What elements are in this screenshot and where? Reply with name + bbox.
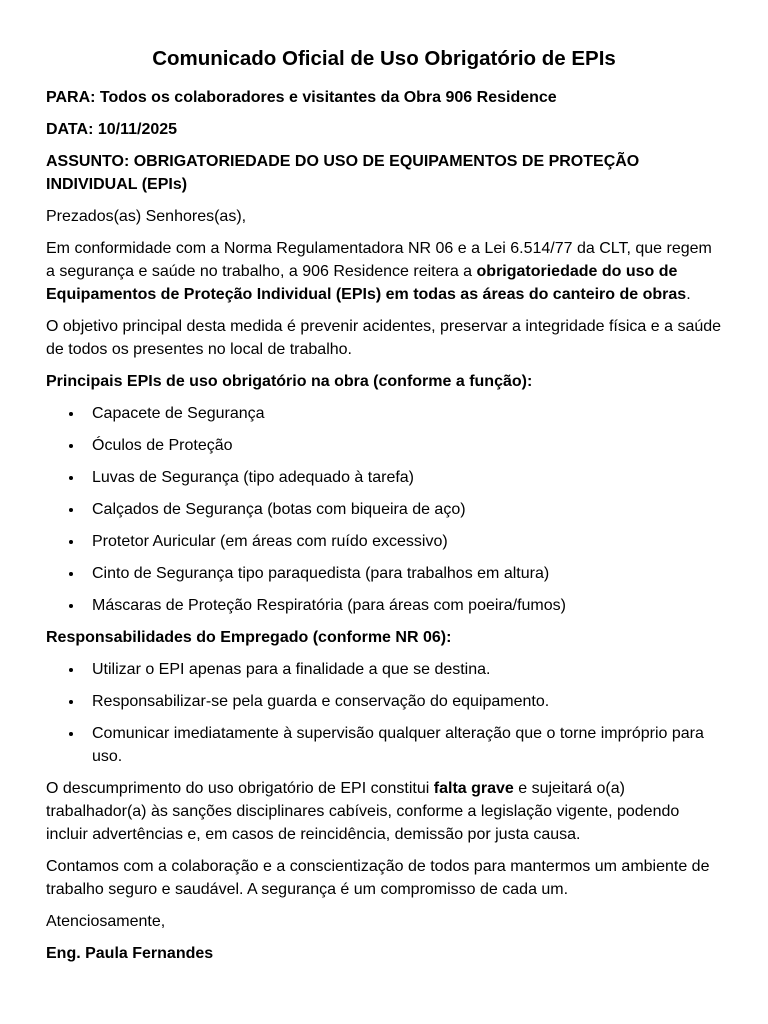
closing-paragraph: Contamos com a colaboração e a conscientização de todos para mantermos um ambiente de trabalho seguro e saudável. A segurança é um compromisso de cada um. (46, 858, 710, 898)
signature: Eng. Paula Fernandes (46, 945, 214, 962)
responsibilities-list (46, 658, 722, 768)
list-item: Protetor Auricular (em áreas com ruído excessivo) (92, 530, 722, 553)
subject-line: ASSUNTO: OBRIGATORIEDADE DO USO DE EQUIPAMENTOS DE PROTEÇÃO INDIVIDUAL (EPIs) (46, 153, 640, 193)
list-item: Responsabilizar-se pela guarda e conservação do equipamento. (92, 690, 722, 713)
list-item: Cinto de Segurança tipo paraquedista (para trabalhos em altura) (92, 562, 722, 585)
intro-paragraph (46, 237, 722, 306)
intro-text: Em conformidade com a Norma Regulamentadora NR 06 e a Lei 6.514/77 da CLT, que regem a segurança e saúde no trabalho, a 906 Residence reitera a (46, 240, 712, 280)
penalty-emphasis: falta grave (433, 780, 514, 797)
epis-heading: Principais EPIs de uso obrigatório na obra (conforme a função): (46, 373, 533, 390)
date-line: DATA: 10/11/2025 (46, 121, 178, 138)
list-item: Calçados de Segurança (botas com biqueira de aço) (92, 498, 722, 521)
signoff: Atenciosamente, (46, 913, 166, 930)
intro-end: . (686, 286, 691, 303)
responsibilities-heading: Responsabilidades do Empregado (conforme NR 06): (46, 629, 452, 646)
recipient-line: PARA: Todos os colaboradores e visitantes da Obra 906 Residence (46, 89, 557, 106)
penalty-text: O descumprimento do uso obrigatório de EPI constitui (46, 780, 434, 797)
penalty-paragraph (46, 777, 722, 846)
list-item: Máscaras de Proteção Respiratória (para áreas com poeira/fumos) (92, 594, 722, 617)
greeting: Prezados(as) Senhores(as), (46, 208, 247, 225)
objective-paragraph: O objetivo principal desta medida é prevenir acidentes, preservar a integridade física e a saúde de todos os presentes no local de trabalho. (46, 318, 722, 358)
document-title: Comunicado Oficial de Uso Obrigatório de EPIs (152, 47, 616, 70)
list-item: Óculos de Proteção (92, 434, 722, 457)
intro-emphasis: obrigatoriedade do uso de Equipamentos de Proteção Individual (EPIs) em todas as áreas do canteiro de obras (46, 263, 687, 303)
epis-list (46, 402, 722, 617)
list-item: Luvas de Segurança (tipo adequado à tarefa) (92, 466, 722, 489)
list-item: Capacete de Segurança (92, 402, 722, 425)
list-item: Utilizar o EPI apenas para a finalidade a que se destina. (92, 658, 722, 681)
penalty-end: e sujeitará o(a) trabalhador(a) às sanções disciplinares cabíveis, conforme a legislação vigente, podendo incluir advertências e, em casos de reincidência, demissão por justa causa. (46, 780, 680, 843)
list-item: Comunicar imediatamente à supervisão qualquer alteração que o torne impróprio para uso. (92, 722, 722, 768)
